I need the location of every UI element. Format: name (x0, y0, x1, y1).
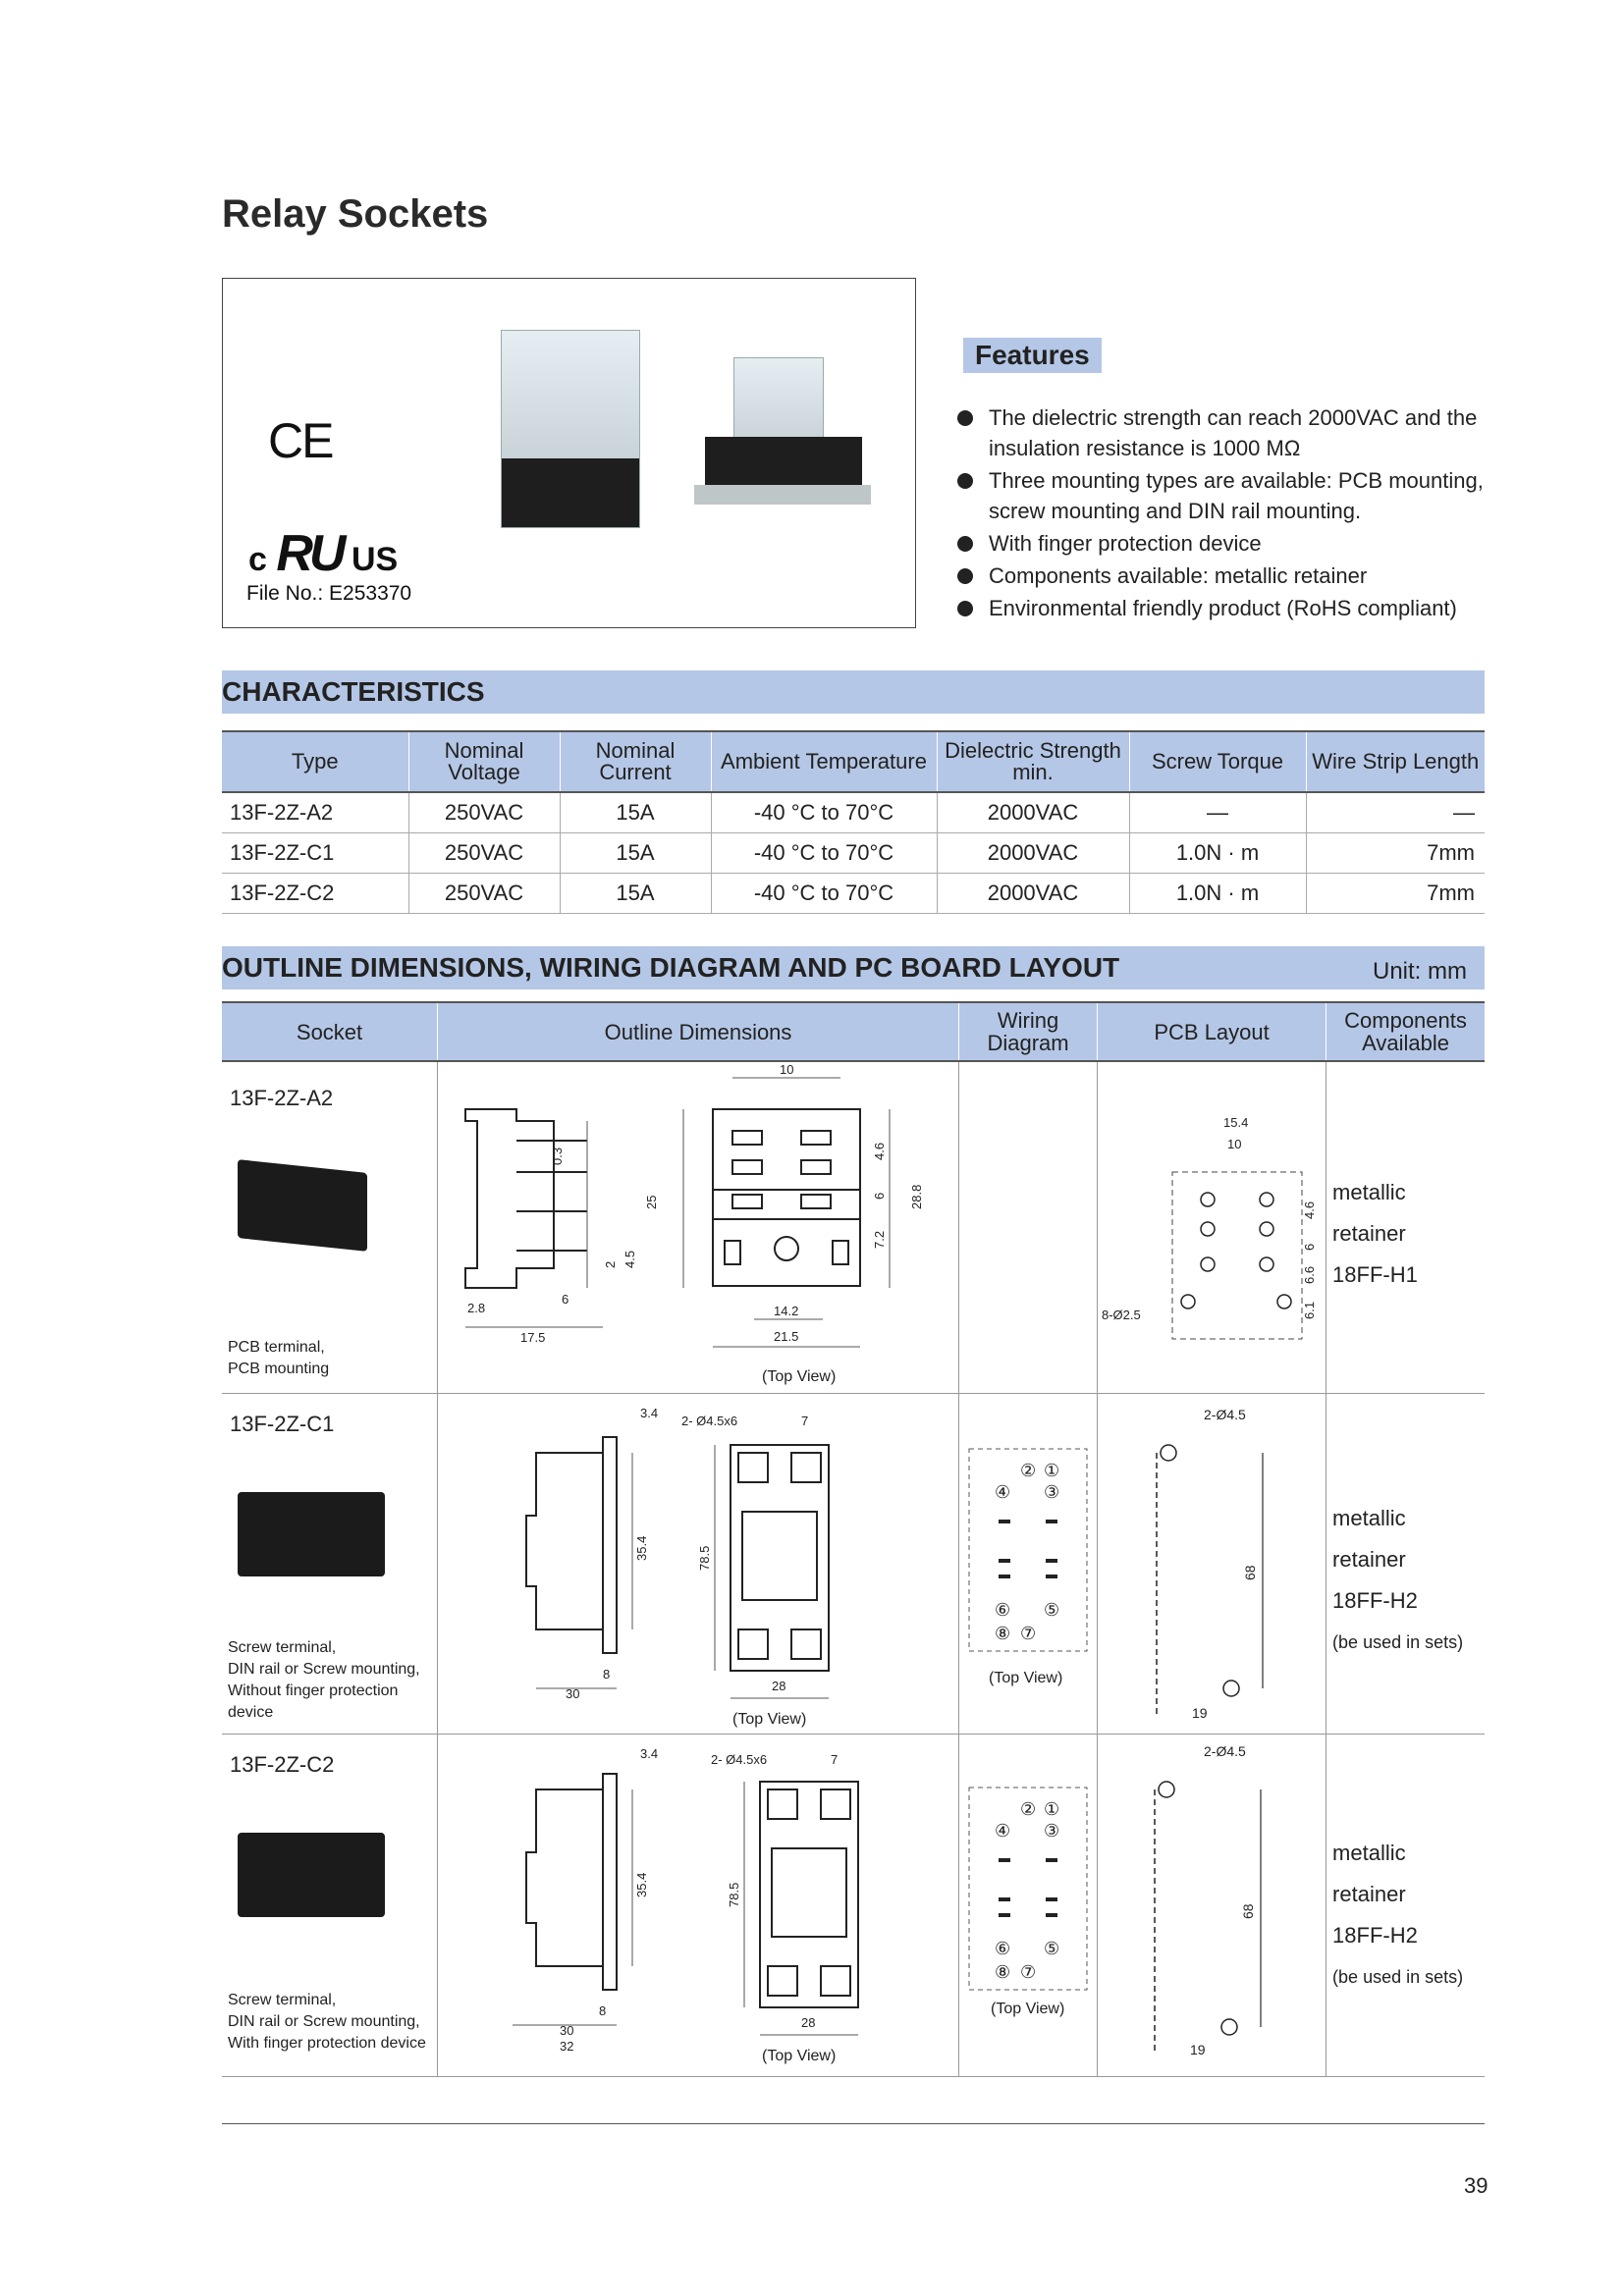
col-type: Type (222, 731, 408, 792)
col-wiring: Wiring Diagram (959, 1002, 1098, 1061)
pin-label: ⑤ (1044, 1600, 1060, 1620)
din-rail (694, 485, 871, 505)
dim-label: 35.4 (634, 1872, 650, 1897)
cell: 2000VAC (937, 833, 1129, 874)
dim-label: 21.5 (774, 1329, 799, 1344)
table-row (222, 874, 1485, 914)
dim-label: 7 (831, 1752, 839, 1767)
socket-name: 13F-2Z-A2 (230, 1086, 334, 1110)
outline-cell (438, 1061, 959, 1394)
wiring-diagram (959, 1394, 1097, 1734)
dim-label: 68 (1242, 1565, 1259, 1580)
components-cell (1326, 1394, 1485, 1735)
socket-note (228, 1990, 426, 2055)
components-list (1332, 1172, 1485, 1296)
dim-label: 14.2 (774, 1304, 799, 1318)
dim-label: 8 (603, 1667, 611, 1682)
cell: 15A (560, 874, 711, 914)
table-row (222, 833, 1485, 874)
note-line: Screw terminal, (228, 1639, 337, 1656)
note-line: Screw terminal, (228, 1992, 337, 2008)
cell: -40 °C to 70°C (711, 833, 937, 874)
socket-name: 13F-2Z-C1 (230, 1412, 335, 1436)
dim-label: 30 (560, 2023, 574, 2038)
table-row (222, 1735, 1485, 2077)
socket-photo (238, 1159, 367, 1252)
dim-label: 2 (603, 1260, 619, 1268)
top-view-label: (Top View) (989, 1670, 1063, 1686)
dim-label: 30 (566, 1686, 580, 1701)
pcb-cell (1098, 1735, 1326, 2077)
relay-photo-pcb (501, 330, 640, 528)
dim-label: 2-Ø4.5 (1204, 1407, 1246, 1422)
cell: — (1306, 792, 1485, 833)
page-title: Relay Sockets (222, 192, 489, 236)
dim-label: 7.2 (872, 1230, 888, 1249)
characteristics-title: CHARACTERISTICS (222, 676, 485, 707)
wiring-cell (959, 1061, 1098, 1394)
dim-label: 10 (780, 1062, 794, 1077)
dim-label: 2.8 (467, 1301, 486, 1315)
col-temperature: Ambient Temperature (711, 731, 937, 792)
dim-label: 25 (644, 1195, 660, 1209)
socket-cell (222, 1061, 438, 1394)
feature-item: Three mounting types are available: PCB mounting, screw mounting and DIN rail mounting. (957, 465, 1507, 526)
dim-label: 8-Ø2.5 (1102, 1308, 1141, 1322)
feature-item: Components available: metallic retainer (957, 561, 1507, 591)
dim-label: 28 (801, 2015, 816, 2030)
pin-label: ⑤ (1044, 1939, 1060, 1958)
pin-label: ⑧ (995, 1962, 1011, 1982)
ce-mark: CE (268, 413, 333, 468)
socket-photo (238, 1833, 385, 1917)
component-item: metallic retainer (1332, 1841, 1406, 1906)
dim-label: 6 (872, 1192, 888, 1200)
file-number: File No.: E253370 (246, 582, 412, 605)
pin-label: ④ (995, 1482, 1011, 1502)
top-view-label: (Top View) (991, 2001, 1065, 2017)
characteristics-heading (222, 670, 1485, 714)
socket-note (228, 1637, 420, 1724)
socket-name: 13F-2Z-C2 (230, 1752, 335, 1777)
top-view-label: (Top View) (762, 2048, 837, 2064)
ul-mark-us: US (351, 541, 399, 578)
outline-title: OUTLINE DIMENSIONS, WIRING DIAGRAM AND PC BOARD LAYOUT (222, 952, 1120, 983)
dim-label: 28.8 (909, 1184, 925, 1209)
unit-label: Unit: mm (1373, 958, 1467, 985)
dim-label: 78.5 (727, 1882, 742, 1907)
cell: 13F-2Z-C1 (222, 833, 408, 874)
col-socket: Socket (222, 1002, 438, 1061)
characteristics-table (222, 730, 1485, 914)
ul-mark-ru: RU (276, 525, 343, 582)
dim-label: 3.4 (640, 1406, 659, 1420)
pin-label: ⑦ (1020, 1624, 1037, 1643)
outline-cell (438, 1735, 959, 2077)
table-row (222, 1394, 1485, 1735)
outline-heading (222, 946, 1485, 989)
components-cell (1326, 1735, 1485, 2077)
cell: — (1129, 792, 1306, 833)
dim-label: 0.3 (550, 1147, 566, 1165)
wiring-cell (959, 1394, 1098, 1735)
cell: 1.0N · m (1129, 874, 1306, 914)
ul-mark-c: c (248, 541, 267, 578)
top-view-label: (Top View) (762, 1368, 837, 1385)
outline-table (222, 1001, 1485, 2077)
cell: 250VAC (408, 833, 560, 874)
wiring-cell (959, 1735, 1098, 2077)
pcb-cell (1098, 1394, 1326, 1735)
socket-note (228, 1337, 329, 1380)
col-components: Components Available (1326, 1002, 1485, 1061)
relay-photo-din (733, 357, 824, 487)
outline-drawing (438, 1394, 958, 1734)
dim-label: 78.5 (697, 1545, 713, 1571)
cell: 2000VAC (937, 792, 1129, 833)
component-item: metallic retainer (1332, 1180, 1406, 1246)
dim-label: 19 (1192, 1705, 1208, 1721)
pin-label: ⑦ (1020, 1962, 1037, 1982)
note-line: PCB terminal, (228, 1339, 325, 1356)
note-line: With finger protection device (228, 2035, 426, 2052)
feature-item: Environmental friendly product (RoHS compliant) (957, 593, 1507, 623)
pin-label: ② (1020, 1461, 1037, 1480)
cell: 15A (560, 792, 711, 833)
pin-label: ④ (995, 1821, 1011, 1841)
note-line: device (228, 1704, 274, 1721)
cell: 7mm (1306, 833, 1485, 874)
component-item: 18FF-H1 (1332, 1262, 1418, 1287)
footer-divider (222, 2123, 1485, 2124)
dim-label: 4.5 (623, 1250, 638, 1268)
note-line: Without finger protection (228, 1682, 399, 1699)
pcb-layout-drawing (1098, 1735, 1326, 2076)
ul-mark (248, 524, 398, 583)
dim-label: 17.5 (520, 1330, 546, 1345)
pcb-layout-drawing (1098, 1394, 1326, 1734)
dim-label: 28 (772, 1679, 786, 1693)
dim-label: 8 (599, 2003, 607, 2018)
component-item: (be used in sets) (1332, 1632, 1464, 1652)
pin-label: ② (1020, 1799, 1037, 1819)
pin-label: ③ (1044, 1821, 1060, 1841)
cell: 7mm (1306, 874, 1485, 914)
dim-label: 7 (801, 1414, 809, 1428)
socket-cell (222, 1394, 438, 1735)
dim-label: 6.1 (1302, 1301, 1318, 1319)
pin-label: ⑧ (995, 1624, 1011, 1643)
component-item: (be used in sets) (1332, 1967, 1464, 1987)
cell: 13F-2Z-C2 (222, 874, 408, 914)
pin-label: ⑥ (995, 1939, 1011, 1958)
wiring-diagram (959, 1735, 1097, 2076)
page-number: 39 (1464, 2173, 1489, 2198)
pin-label: ⑥ (995, 1600, 1011, 1620)
cell: -40 °C to 70°C (711, 874, 937, 914)
dim-label: 3.4 (640, 1746, 659, 1761)
feature-item: The dielectric strength can reach 2000VAC and the insulation resistance is 1000 MΩ (957, 402, 1507, 463)
top-view-label: (Top View) (732, 1711, 807, 1728)
dim-label: 15.4 (1223, 1115, 1249, 1130)
note-line: DIN rail or Screw mounting, (228, 1661, 420, 1678)
dim-label: 4.6 (872, 1142, 888, 1160)
dim-label: 32 (560, 2039, 574, 2054)
cell: 250VAC (408, 792, 560, 833)
dim-label: 6 (562, 1292, 569, 1307)
cell: 13F-2Z-A2 (222, 792, 408, 833)
pin-label: ① (1044, 1461, 1060, 1480)
dim-label: 4.6 (1302, 1201, 1318, 1219)
dim-label: 35.4 (634, 1535, 650, 1561)
product-hero-box (222, 278, 916, 628)
col-voltage: Nominal Voltage (408, 731, 560, 792)
dim-label: 2- Ø4.5x6 (711, 1752, 768, 1767)
feature-item: With finger protection device (957, 528, 1507, 559)
cell: 2000VAC (937, 874, 1129, 914)
components-cell (1326, 1061, 1485, 1394)
col-pcb: PCB Layout (1098, 1002, 1326, 1061)
components-list (1332, 1498, 1485, 1663)
cell: -40 °C to 70°C (711, 792, 937, 833)
component-item: 18FF-H2 (1332, 1923, 1418, 1948)
table-row (222, 1061, 1485, 1394)
col-dielectric: Dielectric Strength min. (937, 731, 1129, 792)
col-outline: Outline Dimensions (438, 1002, 959, 1061)
col-strip: Wire Strip Length (1306, 731, 1485, 792)
dim-label: 2- Ø4.5x6 (681, 1414, 738, 1428)
dim-label: 6 (1302, 1243, 1318, 1251)
socket-photo (238, 1492, 385, 1576)
socket-cell (222, 1735, 438, 2077)
table-header-row (222, 1002, 1485, 1061)
outline-drawing (438, 1735, 958, 2076)
table-row (222, 792, 1485, 833)
note-line: DIN rail or Screw mounting, (228, 2013, 420, 2030)
cell: 250VAC (408, 874, 560, 914)
col-current: Nominal Current (560, 731, 711, 792)
dim-label: 10 (1227, 1137, 1242, 1151)
table-header-row (222, 731, 1485, 792)
outline-cell (438, 1394, 959, 1735)
dim-label: 6.6 (1302, 1265, 1318, 1284)
pcb-cell (1098, 1061, 1326, 1394)
note-line: PCB mounting (228, 1361, 330, 1377)
component-item: 18FF-H2 (1332, 1588, 1418, 1613)
dim-label: 19 (1190, 2042, 1206, 2057)
features-heading: Features (963, 338, 1102, 373)
features-list (957, 402, 1507, 625)
component-item: metallic retainer (1332, 1506, 1406, 1572)
dim-label: 68 (1240, 1903, 1257, 1919)
cell: 15A (560, 833, 711, 874)
pin-label: ③ (1044, 1482, 1060, 1502)
dim-label: 2-Ø4.5 (1204, 1743, 1246, 1759)
pin-label: ① (1044, 1799, 1060, 1819)
outline-drawing (438, 1062, 958, 1393)
cell: 1.0N · m (1129, 833, 1306, 874)
components-list (1332, 1833, 1485, 1998)
pcb-layout-drawing (1098, 1062, 1326, 1393)
col-torque: Screw Torque (1129, 731, 1306, 792)
